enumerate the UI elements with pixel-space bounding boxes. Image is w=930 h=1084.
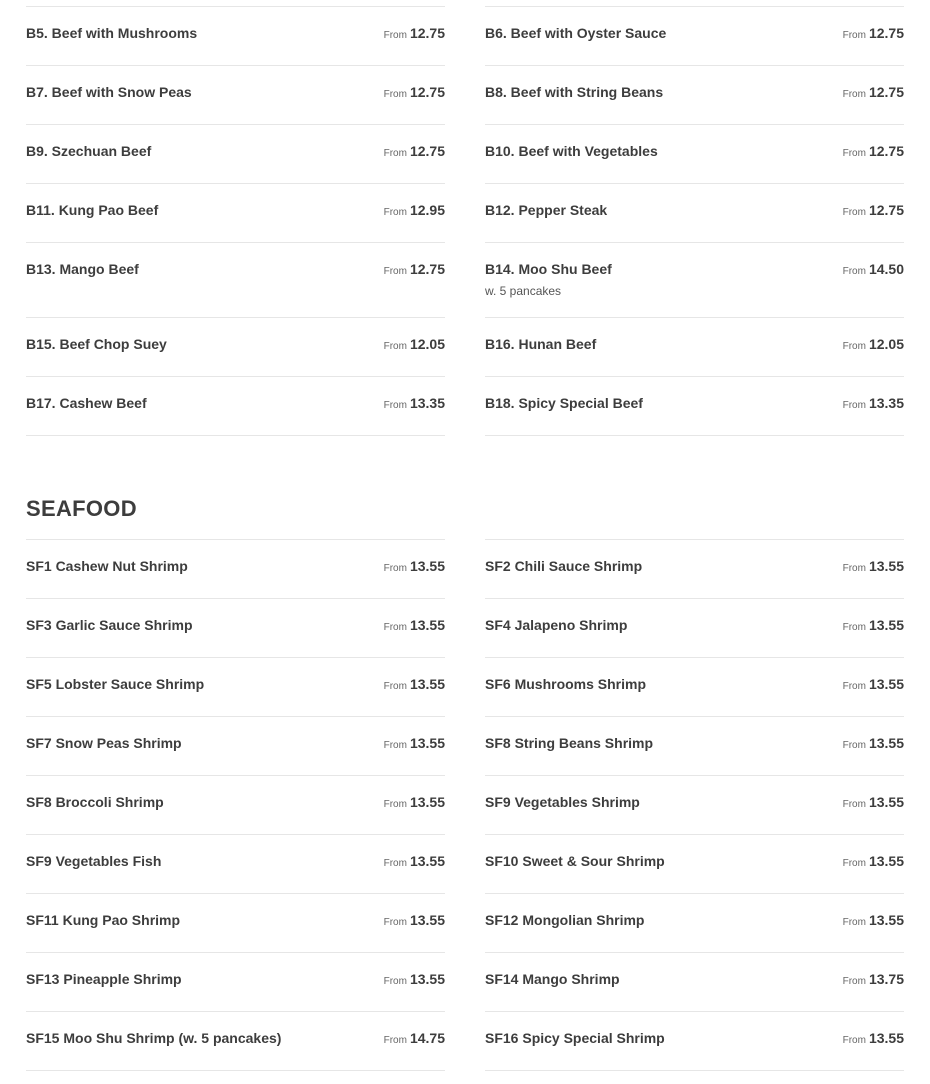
menu-item-price xyxy=(843,853,904,871)
menu-item[interactable] xyxy=(26,242,445,317)
menu-item-name: SF8 Broccoli Shrimp xyxy=(26,794,164,810)
menu-item-name: B14. Moo Shu Beef xyxy=(485,261,612,277)
price-prefix: From xyxy=(842,207,866,218)
menu-item[interactable] xyxy=(485,242,904,317)
menu-item-price xyxy=(843,794,904,812)
menu-item-name: SF1 Cashew Nut Shrimp xyxy=(26,558,188,574)
menu-item-name: SF5 Lobster Sauce Shrimp xyxy=(26,676,205,692)
price-amount: 13.55 xyxy=(409,558,445,574)
menu-item-price xyxy=(843,25,904,43)
menu-item-name: SF15 Moo Shu Shrimp (w. 5 pancakes) xyxy=(26,1030,282,1046)
menu-item-price xyxy=(384,1030,445,1048)
price-amount: 13.55 xyxy=(409,971,445,987)
menu-item-name: SF10 Sweet & Sour Shrimp xyxy=(485,853,665,869)
menu-item-name: B8. Beef with String Beans xyxy=(485,84,664,100)
menu-item-name: SF16 Spicy Special Shrimp xyxy=(485,1030,665,1046)
menu-item[interactable] xyxy=(26,376,445,436)
menu-item-price xyxy=(843,336,904,354)
menu-item[interactable] xyxy=(485,317,904,376)
menu-item-price xyxy=(843,84,904,102)
menu-item[interactable] xyxy=(485,834,904,893)
price-amount: 14.50 xyxy=(868,261,904,277)
price-amount: 13.55 xyxy=(868,735,904,751)
menu-item[interactable] xyxy=(26,183,445,242)
menu-item[interactable] xyxy=(485,952,904,1011)
menu-item-price xyxy=(843,912,904,930)
menu-item-name: SF13 Pineapple Shrimp xyxy=(26,971,182,987)
price-prefix: From xyxy=(842,266,866,277)
menu-item[interactable] xyxy=(26,716,445,775)
menu-item-name: SF14 Mango Shrimp xyxy=(485,971,620,987)
menu-item[interactable] xyxy=(485,376,904,436)
seafood-menu-grid xyxy=(26,539,904,1071)
menu-item-price xyxy=(843,1030,904,1048)
menu-item-name: B5. Beef with Mushrooms xyxy=(26,25,198,41)
menu-item-price xyxy=(384,794,445,812)
menu-item-name: SF8 String Beans Shrimp xyxy=(485,735,654,751)
price-amount: 12.05 xyxy=(868,336,904,352)
menu-item[interactable] xyxy=(26,598,445,657)
price-prefix: From xyxy=(842,622,866,633)
menu-item-name: SF4 Jalapeno Shrimp xyxy=(485,617,628,633)
price-prefix: From xyxy=(842,341,866,352)
price-prefix: From xyxy=(383,400,407,411)
price-prefix: From xyxy=(842,30,866,41)
menu-item-price xyxy=(843,971,904,989)
menu-item-name: SF2 Chili Sauce Shrimp xyxy=(485,558,643,574)
price-amount: 13.55 xyxy=(868,853,904,869)
price-prefix: From xyxy=(383,89,407,100)
section-title-seafood: SEAFOOD xyxy=(26,496,137,521)
menu-item[interactable] xyxy=(26,539,445,598)
menu-item-name: B6. Beef with Oyster Sauce xyxy=(485,25,667,41)
menu-item-name: SF12 Mongolian Shrimp xyxy=(485,912,645,928)
menu-item-name: B17. Cashew Beef xyxy=(26,395,147,411)
menu-item-price xyxy=(843,261,904,279)
price-amount: 13.55 xyxy=(868,558,904,574)
menu-item-price xyxy=(384,395,445,413)
menu-item-name: SF9 Vegetables Shrimp xyxy=(485,794,640,810)
menu-item-name: B15. Beef Chop Suey xyxy=(26,336,167,352)
price-prefix: From xyxy=(842,400,866,411)
menu-item-price xyxy=(384,202,445,220)
menu-item-name: B18. Spicy Special Beef xyxy=(485,395,643,411)
menu-item[interactable] xyxy=(485,775,904,834)
menu-item[interactable] xyxy=(26,834,445,893)
menu-item-price xyxy=(384,971,445,989)
price-amount: 12.75 xyxy=(868,143,904,159)
menu-item[interactable] xyxy=(26,893,445,952)
price-prefix: From xyxy=(383,563,407,574)
menu-item[interactable] xyxy=(485,716,904,775)
price-amount: 13.55 xyxy=(409,735,445,751)
price-amount: 13.75 xyxy=(868,971,904,987)
menu-item-price xyxy=(843,558,904,576)
menu-item-name: B16. Hunan Beef xyxy=(485,336,597,352)
menu-item[interactable] xyxy=(26,1011,445,1071)
menu-item-price xyxy=(384,25,445,43)
price-prefix: From xyxy=(842,799,866,810)
beef-menu-grid xyxy=(26,6,904,436)
menu-item[interactable] xyxy=(485,1011,904,1071)
price-prefix: From xyxy=(383,622,407,633)
menu-item-price xyxy=(843,676,904,694)
menu-item-name: B9. Szechuan Beef xyxy=(26,143,152,159)
price-amount: 13.35 xyxy=(868,395,904,411)
price-prefix: From xyxy=(383,266,407,277)
price-prefix: From xyxy=(383,799,407,810)
price-prefix: From xyxy=(842,1035,866,1046)
menu-item-name: SF11 Kung Pao Shrimp xyxy=(26,912,181,928)
menu-item[interactable] xyxy=(485,657,904,716)
price-amount: 13.55 xyxy=(409,676,445,692)
menu-item[interactable] xyxy=(26,952,445,1011)
price-prefix: From xyxy=(383,858,407,869)
price-amount: 13.55 xyxy=(409,912,445,928)
menu-item-price xyxy=(384,912,445,930)
menu-item-price xyxy=(843,395,904,413)
price-prefix: From xyxy=(383,207,407,218)
menu-item-name: B7. Beef with Snow Peas xyxy=(26,84,192,100)
menu-item-name: SF7 Snow Peas Shrimp xyxy=(26,735,182,751)
menu-item[interactable] xyxy=(26,65,445,124)
price-prefix: From xyxy=(842,681,866,692)
menu-item-price xyxy=(384,617,445,635)
price-amount: 12.75 xyxy=(868,25,904,41)
price-prefix: From xyxy=(383,30,407,41)
menu-item-name: B12. Pepper Steak xyxy=(485,202,608,218)
price-amount: 12.75 xyxy=(409,25,445,41)
menu-item-price xyxy=(843,735,904,753)
menu-item[interactable] xyxy=(485,893,904,952)
menu-item[interactable] xyxy=(26,6,445,65)
price-prefix: From xyxy=(842,917,866,928)
price-prefix: From xyxy=(842,563,866,574)
price-prefix: From xyxy=(383,976,407,987)
menu-item[interactable] xyxy=(485,598,904,657)
menu-item-price xyxy=(384,853,445,871)
menu-item-name: B11. Kung Pao Beef xyxy=(26,202,159,218)
price-amount: 13.55 xyxy=(868,794,904,810)
menu-item[interactable] xyxy=(485,124,904,183)
price-prefix: From xyxy=(383,917,407,928)
price-amount: 13.55 xyxy=(868,1030,904,1046)
menu-item-price xyxy=(384,84,445,102)
menu-item[interactable] xyxy=(485,65,904,124)
price-amount: 12.75 xyxy=(868,202,904,218)
price-prefix: From xyxy=(383,341,407,352)
menu-item-price xyxy=(384,735,445,753)
menu-item[interactable] xyxy=(26,317,445,376)
price-prefix: From xyxy=(383,148,407,159)
price-amount: 13.55 xyxy=(409,853,445,869)
menu-item[interactable] xyxy=(26,124,445,183)
price-prefix: From xyxy=(383,1035,407,1046)
price-prefix: From xyxy=(842,976,866,987)
menu-item[interactable] xyxy=(485,6,904,65)
price-amount: 12.75 xyxy=(868,84,904,100)
menu-item-price xyxy=(384,676,445,694)
price-amount: 12.75 xyxy=(409,143,445,159)
menu-item-name: SF6 Mushrooms Shrimp xyxy=(485,676,647,692)
price-amount: 14.75 xyxy=(409,1030,445,1046)
menu-item-price xyxy=(384,558,445,576)
price-amount: 12.05 xyxy=(409,336,445,352)
menu-item-description: w. 5 pancakes xyxy=(485,284,562,298)
price-prefix: From xyxy=(383,681,407,692)
menu-item-name: SF3 Garlic Sauce Shrimp xyxy=(26,617,193,633)
menu-item-price xyxy=(384,143,445,161)
menu-item-price xyxy=(384,261,445,279)
price-prefix: From xyxy=(383,740,407,751)
menu-item-price xyxy=(843,143,904,161)
menu-item[interactable] xyxy=(26,657,445,716)
price-amount: 13.55 xyxy=(868,676,904,692)
price-amount: 12.95 xyxy=(409,202,445,218)
price-prefix: From xyxy=(842,148,866,159)
menu-item[interactable] xyxy=(26,775,445,834)
price-prefix: From xyxy=(842,740,866,751)
menu-item-name: B10. Beef with Vegetables xyxy=(485,143,658,159)
price-amount: 12.75 xyxy=(409,84,445,100)
menu-item-name: B13. Mango Beef xyxy=(26,261,139,277)
menu-item-name: SF9 Vegetables Fish xyxy=(26,853,162,869)
price-amount: 12.75 xyxy=(409,261,445,277)
price-prefix: From xyxy=(842,858,866,869)
menu-item-price xyxy=(843,617,904,635)
menu-item-price xyxy=(843,202,904,220)
price-amount: 13.55 xyxy=(409,794,445,810)
menu-item[interactable] xyxy=(485,183,904,242)
price-amount: 13.55 xyxy=(868,617,904,633)
price-amount: 13.55 xyxy=(868,912,904,928)
menu-item[interactable] xyxy=(485,539,904,598)
menu-item-price xyxy=(384,336,445,354)
price-amount: 13.35 xyxy=(409,395,445,411)
price-prefix: From xyxy=(842,89,866,100)
price-amount: 13.55 xyxy=(409,617,445,633)
